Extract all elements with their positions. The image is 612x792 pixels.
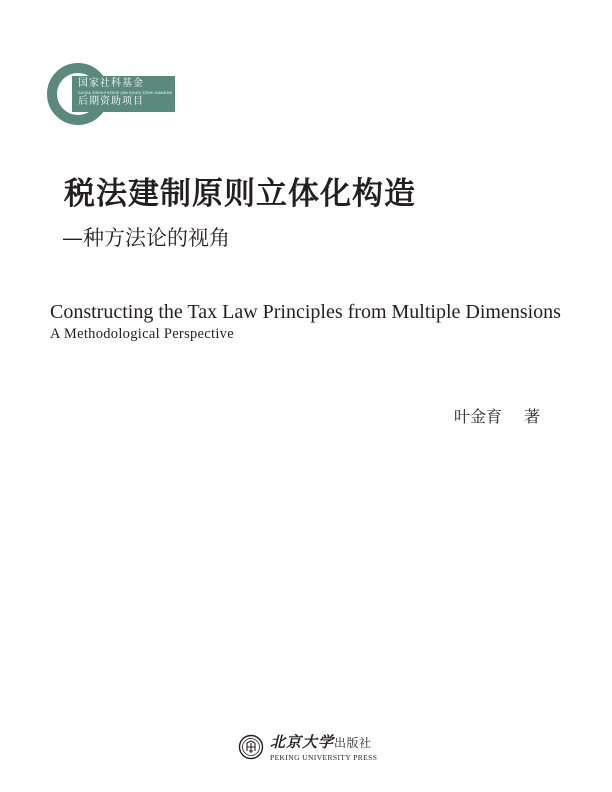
badge-line2: 后期资助项目: [78, 96, 144, 107]
publisher-name-main: 北京大学: [270, 733, 335, 751]
publisher-name-suffix: 出版社: [334, 736, 372, 750]
badge-line1: 国家社科基金: [78, 78, 144, 89]
author-role: 著: [524, 407, 541, 426]
peking-university-emblem-icon: [238, 734, 264, 760]
publisher-name-chinese: [270, 732, 372, 753]
book-subtitle-english: A Methodological Perspective: [50, 326, 234, 342]
publisher-block: [238, 732, 398, 766]
author-line: [454, 406, 540, 428]
publisher-name-english: PEKING UNIVERSITY PRESS: [270, 753, 378, 762]
funding-label-box: [72, 76, 175, 112]
book-title-english: Constructing the Tax Law Principles from Multiple Dimensions: [50, 301, 561, 323]
funding-badge: [46, 62, 176, 128]
book-subtitle-chinese: —种方法论的视角: [62, 226, 230, 250]
author-name: 叶金育: [454, 407, 503, 426]
book-title-chinese: 税法建制原则立体化构造: [64, 176, 416, 212]
badge-pinyin: GUOJIA SHEHUI KEXUE JIJIN HOUQI ZIZHU XIANGMU: [78, 91, 173, 95]
